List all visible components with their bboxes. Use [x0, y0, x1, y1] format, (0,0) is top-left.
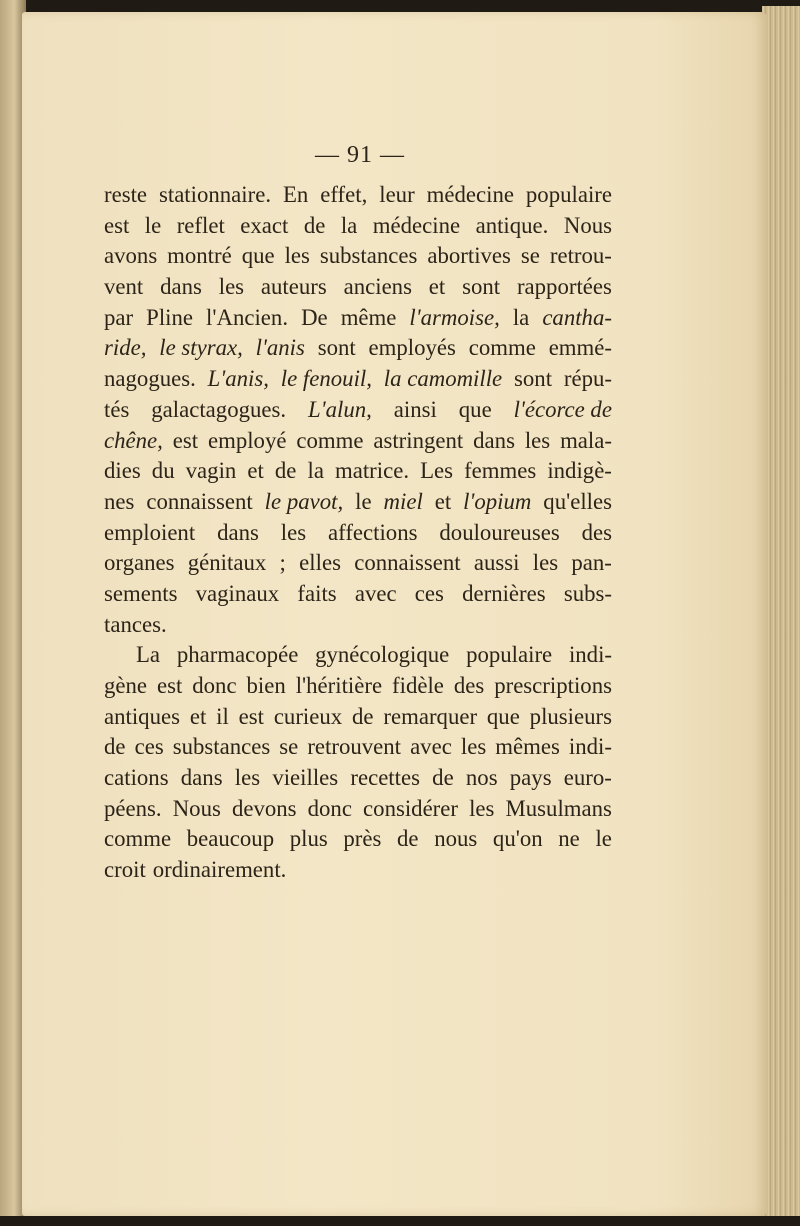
- word: connaissent: [146, 488, 253, 514]
- word: dans: [160, 274, 202, 300]
- word: la: [512, 304, 530, 330]
- word: pan-: [571, 550, 612, 576]
- word: vent: [104, 274, 144, 300]
- word: Nous: [172, 795, 221, 821]
- word: de: [432, 765, 454, 791]
- italic-word: l'écorce de: [513, 396, 612, 422]
- word: les: [524, 427, 551, 453]
- word: comme: [296, 427, 364, 453]
- word: vieilles: [272, 765, 339, 791]
- word: nagogues.: [104, 366, 196, 392]
- word: vagin: [185, 458, 237, 484]
- word: les: [218, 274, 245, 300]
- word: antiques: [104, 703, 180, 729]
- text-line: [104, 364, 612, 395]
- word: de: [352, 703, 374, 729]
- word: mala-: [560, 427, 612, 453]
- italic-word: cantha-: [542, 304, 612, 330]
- word: du: [151, 458, 175, 484]
- word: des: [581, 519, 612, 545]
- word: ainsi: [393, 396, 437, 422]
- italic-word: miel: [383, 488, 423, 514]
- text-line: [104, 211, 612, 242]
- word: avec: [354, 580, 397, 606]
- word: Nous: [563, 212, 612, 238]
- word: médecine: [426, 182, 514, 207]
- word: dans: [473, 427, 515, 453]
- word: les: [280, 519, 307, 545]
- word: De: [301, 304, 328, 330]
- text-line: [104, 732, 612, 763]
- word: euro-: [563, 765, 612, 791]
- word: la: [307, 458, 324, 484]
- word: dans: [217, 519, 259, 545]
- word: par: [104, 304, 134, 330]
- word: indigè-: [547, 458, 612, 484]
- italic-word: ride,: [104, 335, 147, 361]
- word: et: [189, 703, 207, 729]
- word: retrou-: [549, 243, 612, 269]
- text-line: [104, 426, 612, 457]
- italic-word: l'armoise,: [409, 304, 500, 330]
- word: les: [532, 550, 559, 576]
- italic-word: le pavot,: [264, 488, 344, 514]
- word: et: [247, 458, 264, 484]
- page-number: — 91 —: [315, 142, 405, 168]
- text-line: [104, 671, 612, 702]
- word: fidèle: [392, 673, 444, 698]
- word: substances: [172, 734, 271, 760]
- word: En: [282, 182, 309, 207]
- word: astringent: [373, 427, 464, 453]
- word: plusieurs: [529, 703, 612, 729]
- word: sont: [317, 335, 356, 361]
- word: comme: [104, 826, 172, 852]
- word: Pline: [146, 304, 194, 330]
- word: péens.: [104, 795, 162, 821]
- word: subs-: [563, 580, 612, 606]
- word: ces: [414, 580, 444, 606]
- word: elles: [299, 550, 341, 576]
- text-line: [104, 180, 612, 211]
- word: sont: [514, 366, 553, 392]
- bottom-shadow: [0, 1216, 800, 1226]
- italic-word: chêne,: [104, 427, 163, 453]
- word: devons: [231, 795, 297, 821]
- word: se: [279, 734, 299, 760]
- word: les: [234, 765, 261, 791]
- word: de: [274, 458, 297, 484]
- word: Les: [420, 458, 454, 484]
- word: tances.: [104, 611, 167, 637]
- word: recettes: [350, 765, 420, 791]
- word: la: [340, 212, 358, 238]
- word: reste: [104, 182, 148, 207]
- text-line: [104, 855, 612, 886]
- word: le: [595, 826, 612, 852]
- text-line: [104, 702, 612, 733]
- word: croit: [104, 857, 146, 883]
- word: affections: [328, 519, 418, 545]
- word: ne: [558, 826, 580, 852]
- word: les: [460, 734, 487, 760]
- word: sements: [104, 580, 178, 606]
- text-line: [104, 333, 612, 364]
- word: est: [172, 427, 199, 453]
- word: aussi: [473, 550, 520, 576]
- word: populaire: [525, 182, 612, 207]
- word: le: [144, 212, 162, 238]
- word: se: [520, 243, 540, 269]
- word: répu-: [563, 366, 612, 392]
- word: montré: [167, 243, 232, 269]
- word: qu'on: [492, 826, 543, 852]
- text-line: [104, 640, 612, 671]
- word: douloureuses: [439, 519, 560, 545]
- word: pharmacopée: [176, 642, 299, 668]
- word: génitaux: [187, 550, 267, 576]
- word: est: [156, 673, 183, 698]
- word: pays: [509, 765, 552, 791]
- text-line: [104, 518, 612, 549]
- word: organes: [104, 550, 175, 576]
- italic-word: L'anis,: [207, 366, 269, 392]
- body-text: [104, 180, 612, 886]
- word: rapportées: [516, 274, 612, 300]
- word: des: [453, 673, 485, 698]
- word: plus: [289, 826, 328, 852]
- text-line: [104, 548, 612, 579]
- word: nes: [104, 488, 135, 514]
- word: donc: [307, 795, 352, 821]
- word: avec: [410, 734, 452, 760]
- word: employé: [207, 427, 287, 453]
- word: indi-: [568, 642, 612, 668]
- word: La: [136, 642, 161, 668]
- word: les: [469, 795, 495, 821]
- word: même: [340, 304, 397, 330]
- word: l'héritière: [295, 673, 383, 698]
- word: le: [355, 488, 372, 514]
- word: avons: [104, 243, 158, 269]
- italic-word: le fenouil,: [280, 366, 372, 392]
- word: galactagogues.: [151, 396, 287, 422]
- text-line: [104, 487, 612, 518]
- word: bien: [246, 673, 286, 698]
- word: reflet: [176, 212, 225, 238]
- word: auteurs: [260, 274, 327, 300]
- text-line: [104, 579, 612, 610]
- word: nos: [465, 765, 498, 791]
- word: que: [458, 396, 492, 422]
- word: antique.: [475, 212, 549, 238]
- word: leur: [379, 182, 415, 207]
- italic-word: la camomille: [383, 366, 503, 392]
- word: femmes: [464, 458, 537, 484]
- italic-word: l'anis: [255, 335, 305, 361]
- italic-word: l'opium: [463, 488, 532, 514]
- word: matrice.: [335, 458, 410, 484]
- text-line: [104, 456, 612, 487]
- text-line: [104, 763, 612, 794]
- word: près: [343, 826, 382, 852]
- word: cations: [104, 765, 169, 791]
- word: dans: [180, 765, 223, 791]
- word: abortives: [427, 243, 511, 269]
- word: donc: [192, 673, 237, 698]
- word: retrouvent: [307, 734, 402, 760]
- word: prescriptions: [494, 673, 612, 698]
- word: ces: [134, 734, 164, 760]
- word: gynécologique: [315, 642, 450, 668]
- word: sont: [462, 274, 501, 300]
- word: remarquer: [383, 703, 478, 729]
- word: les: [284, 243, 310, 269]
- word: populaire: [466, 642, 553, 668]
- word: mêmes: [495, 734, 560, 760]
- word: gène: [104, 673, 148, 698]
- word: de: [397, 826, 419, 852]
- word: Musulmans: [505, 795, 612, 821]
- italic-word: L'alun,: [308, 396, 372, 422]
- word: il: [216, 703, 229, 729]
- word: et: [434, 488, 452, 514]
- word: ordinairement.: [152, 857, 287, 883]
- word: connaissent: [354, 550, 461, 576]
- word: et: [428, 274, 446, 300]
- word: de: [303, 212, 326, 238]
- word: dies: [104, 458, 141, 484]
- word: l'Ancien.: [206, 304, 289, 330]
- text-line: [104, 395, 612, 426]
- word: curieux: [273, 703, 343, 729]
- text-line: [104, 272, 612, 303]
- word: est: [238, 703, 264, 729]
- word: anciens: [343, 274, 412, 300]
- word: stationnaire.: [158, 182, 272, 207]
- page-stack-edge: [762, 6, 800, 1220]
- word: dernières: [462, 580, 546, 606]
- word: emmé-: [548, 335, 612, 361]
- word: considérer: [363, 795, 458, 821]
- word: ;: [279, 550, 286, 576]
- word: tés: [104, 396, 130, 422]
- word: nous: [434, 826, 478, 852]
- text-line: [104, 794, 612, 825]
- word: qu'elles: [543, 488, 612, 514]
- word: de: [104, 734, 126, 760]
- text-line: [104, 241, 612, 272]
- word: médecine: [372, 212, 461, 238]
- text-line: [104, 303, 612, 334]
- word: effet,: [320, 182, 368, 207]
- word: substances: [319, 243, 418, 269]
- word: faits: [297, 580, 337, 606]
- word: indi-: [568, 734, 612, 760]
- word: exact: [240, 212, 289, 238]
- word: comme: [468, 335, 536, 361]
- word: emploient: [104, 519, 196, 545]
- word: beaucoup: [186, 826, 275, 852]
- word: que: [241, 243, 275, 269]
- word: employés: [368, 335, 456, 361]
- italic-word: le styrax,: [159, 335, 243, 361]
- top-shadow: [0, 0, 800, 12]
- text-line: [104, 610, 612, 641]
- text-line: [104, 824, 612, 855]
- word: vaginaux: [195, 580, 280, 606]
- word: est: [104, 212, 130, 238]
- word: que: [486, 703, 520, 729]
